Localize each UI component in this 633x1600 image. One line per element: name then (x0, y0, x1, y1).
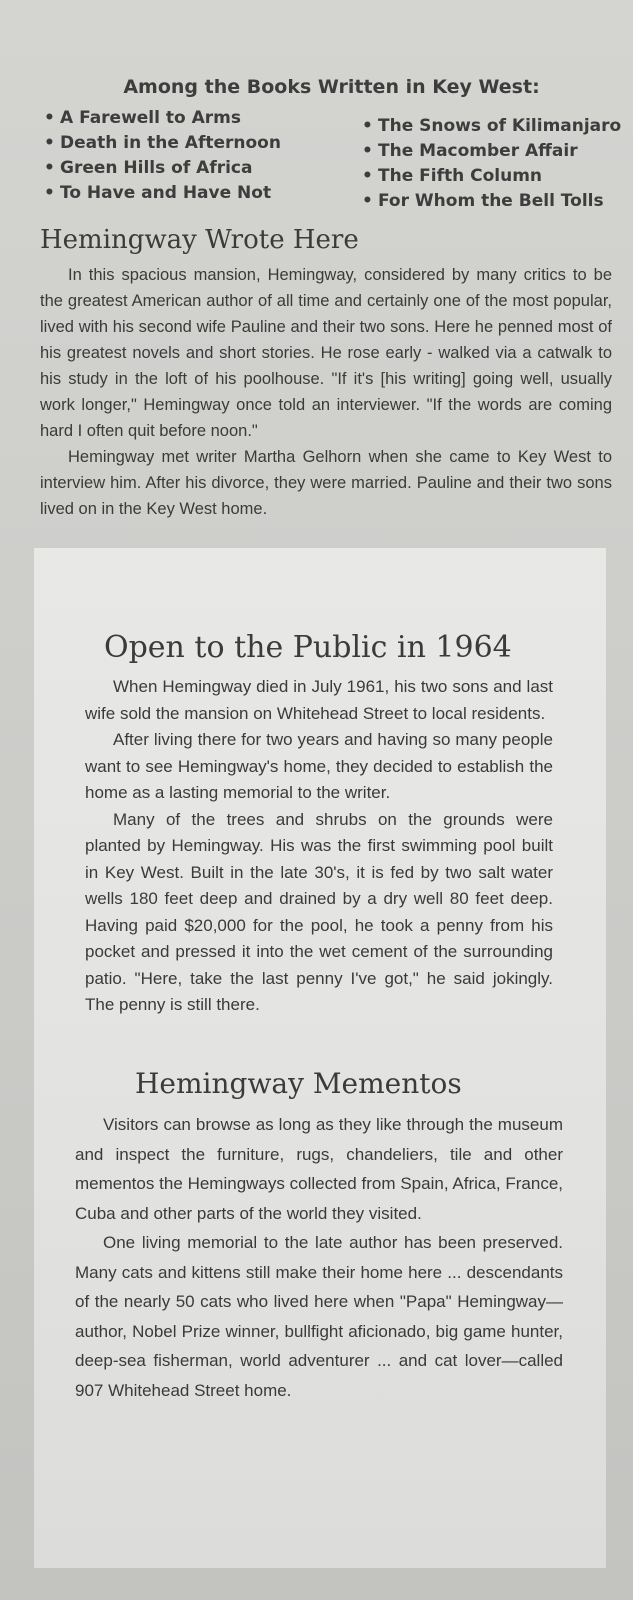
books-list-right (362, 114, 621, 214)
bullet-icon: • (362, 141, 373, 161)
paragraph: Hemingway met writer Martha Gelhorn when she came to Key West to interview him. After his divorce, they were married. Pauline and their two sons lived on in the Key West home. (40, 448, 612, 518)
section-body-mementos (75, 1110, 563, 1405)
bullet-icon: • (44, 108, 55, 128)
book-item: • A Farewell to Arms (44, 106, 281, 131)
paragraph: In this spacious mansion, Hemingway, considered by many critics to be the greatest American author of all time and certainly one of the most popular, lived with his second wife Pauline and their two sons. Here he penned most of his greatest novels and short stories. He rose early - walked via a catwalk to his study in the loft of his poolhouse. "If it's [his writing] going well, usually work longer," Hemingway once told an interviewer. "If the words are coming hard I often quit before noon." (40, 266, 612, 440)
book-item: • Green Hills of Africa (44, 156, 281, 181)
section-title-mementos: Hemingway Mementos (135, 1067, 462, 1100)
section-title-open-to-public: Open to the Public in 1964 (104, 630, 512, 665)
section-body-wrote-here (40, 262, 612, 522)
books-list-left (44, 106, 281, 206)
paragraph: Visitors can browse as long as they like through the museum and inspect the furniture, rugs, chandeliers, tile and other mementos the Hemingways collected from Spain, Africa, France, Cuba and other parts of the world they visited. (75, 1115, 563, 1223)
book-item: • The Snows of Kilimanjaro (362, 114, 621, 139)
book-item: • To Have and Have Not (44, 181, 281, 206)
section-title-wrote-here: Hemingway Wrote Here (40, 225, 359, 255)
book-item: • Death in the Afternoon (44, 131, 281, 156)
bullet-icon: • (44, 183, 55, 203)
bullet-icon: • (362, 191, 373, 211)
book-item: • For Whom the Bell Tolls (362, 189, 621, 214)
paragraph: Many of the trees and shrubs on the grounds were planted by Hemingway. His was the first swimming pool built in Key West. Built in the late 30's, it is fed by two salt water wells 180 feet deep and drained by a dry well 80 feet deep. Having paid $20,000 for the pool, he took a penny from his pocket and pressed it into the wet cement of the surrounding patio. "Here, take the last penny I've got," he said jokingly. The penny is still there. (85, 809, 553, 1014)
book-item: • The Macomber Affair (362, 139, 621, 164)
bullet-icon: • (362, 166, 373, 186)
books-list-heading: Among the Books Written in Key West: (123, 76, 540, 98)
paragraph: One living memorial to the late author has been preserved. Many cats and kittens still make their home here ... descendants of the nearly 50 cats who lived here when "Papa" Hemingway—author, Nobel Prize winner, bullfight aficionado, big game hunter, deep-sea fisherman, world adventurer ... and cat lover—called 907 Whitehead Street home. (75, 1233, 563, 1400)
book-item: • The Fifth Column (362, 164, 621, 189)
bullet-icon: • (44, 133, 55, 153)
bullet-icon: • (362, 116, 373, 136)
paragraph: When Hemingway died in July 1961, his two sons and last wife sold the mansion on Whitehead Street to local residents. (85, 677, 553, 723)
paragraph: After living there for two years and having so many people want to see Hemingway's home, they decided to establish the home as a lasting memorial to the writer. (85, 730, 553, 802)
bullet-icon: • (44, 158, 55, 178)
section-body-open-to-public (85, 674, 553, 1019)
